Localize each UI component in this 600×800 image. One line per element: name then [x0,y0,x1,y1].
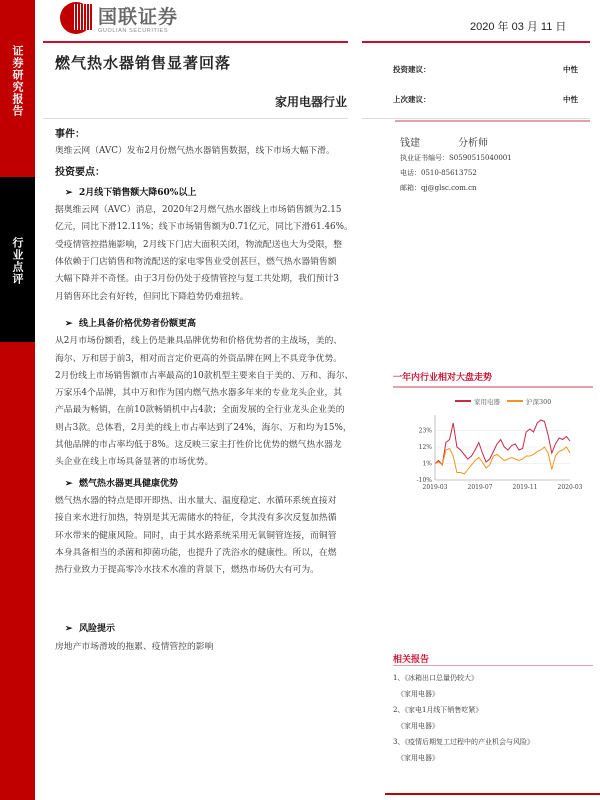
company-logo [60,2,200,38]
divider [43,41,348,43]
analyst-info [400,136,512,196]
logo-text-cn: 国联证券 [98,6,179,28]
logo-text-en: GUOLIAN SECURITIES [98,28,169,34]
section-title: 2月线下销售额大降60%以上 [79,187,197,198]
divider [43,118,348,119]
chart-title: 一年内行业相对大盘走势 [393,373,493,383]
analyst-email[interactable]: 邮箱：qj@glsc.com.cn [400,184,477,192]
paragraph-line: 万家乐4个品牌，其中万和作为国内燃气热水器多年来的专业龙头企业，其 [55,388,343,399]
divider [393,665,593,666]
divider [395,120,590,122]
paragraph-line: 其他品牌的市占率均低于8%。这反映三家主打性价比优势的燃气热水器龙 [55,440,342,451]
paragraph-line: 产品最为畅销，在前10款畅销机中占4款；全面发展的全行业龙头企业美的 [55,405,345,416]
paragraph-line: 本身具备相当的杀菌和抑菌功能，也提升了洗浴水的健康性。所以，在燃 [55,547,337,558]
bullet-arrow-icon: ➢ [65,187,73,198]
main-body [55,126,380,656]
related-reports-title: 相关报告 [393,655,430,665]
sidebar-red-band [0,0,35,800]
y-tick-label: -10% [416,477,432,484]
rating-value: 中性 [563,95,578,104]
paragraph-line: 受疫情管控措施影响，2月线下门店大面积关闭，物流配送也大为受限，整 [55,239,343,250]
paragraph-line: 体依赖于门店销售和物流配送的家电零售业受创甚巨，燃气热水器销售额 [55,257,337,268]
related-report-category: 《家用电器》 [397,754,439,762]
series-line-沪深300 [435,447,570,474]
x-tick-label: 2020-03 [557,484,583,491]
sidebar-black-band [0,177,35,342]
divider [362,41,590,43]
divider [362,118,590,119]
section-heading [55,316,380,333]
legend-label: 家用电器 [474,398,500,406]
section-heading [55,621,380,638]
sidebar-category: 行业点评 [11,237,24,285]
related-report-link[interactable]: 1、《冰箱出口总量仍较大》 [393,674,478,682]
section-heading [55,185,380,202]
analyst-name: 钱建 [400,138,420,149]
section-title: 线上具备价格优势者份额更高 [79,318,197,329]
y-tick-label: 23% [418,427,432,435]
paragraph-line: 大幅下降并不奇怪。由于3月份仍处于疫情管控与复工共处期，我们预计3 [55,274,339,285]
x-tick-label: 2019-07 [467,484,493,491]
analyst-cert: 执业证书编号：S0590515040001 [400,154,512,162]
bullet-arrow-icon: ➢ [65,624,73,635]
paragraph-line: 亿元，同比下滑12.11%；线下市场销售额为0.71亿元，同比下滑61.46%。 [55,222,353,233]
analyst-phone: 电话：0510-85613752 [400,169,477,177]
paragraph-line: 房地产市场滑坡的拖累、疫情管控的影响 [55,641,214,652]
paragraph-line: 接自来水进行加热，特别是其无需储水的特征，令其没有多次反复加热循 [55,513,337,524]
y-tick-label: 1% [422,460,432,468]
paragraph-line: 据奥维云网（AVC）消息，2020年2月燃气热水器线上市场销售额为2.15 [55,205,342,216]
paragraph-line: 海尔、万和居于前3，相对而言定价更高的外资品牌在网上不具竞争优势。 [55,353,343,364]
paragraph-line: 燃气热水器的特点是即开即热、出水量大、温度稳定、水循环系统直接对 [55,495,337,506]
paragraph-line: 则占3款。总体看，2月美的线上市占率达到了24%，海尔、万和均为15%， [55,422,352,433]
section-title: 燃气热水器更具健康优势 [79,478,179,489]
paragraph-line: 环水带来的健康风险。同时，由于其水路系统采用无氧铜管连接，而铜管 [55,530,337,541]
analyst-role: 分析师 [458,138,488,149]
report-title: 燃气热水器销售显著回落 [55,54,232,72]
bullet-arrow-icon: ➢ [65,318,73,329]
related-report-link[interactable]: 2、《家电1月线下销售吃紧》 [393,706,483,714]
section-heading [55,476,380,493]
event-text: 奥维云网（AVC）发布2月份燃气热水器销售数据，线下市场大幅下滑。 [55,146,335,157]
section-title: 风险提示 [79,624,116,635]
related-report-category: 《家用电器》 [397,690,439,698]
x-tick-label: 2019-03 [422,484,448,491]
rating-value: 中性 [563,65,578,74]
points-heading: 投资要点： [55,166,105,178]
related-report-link[interactable]: 3、《疫情后期复工过程中的产业机会与风险》 [393,738,534,746]
paragraph-line: 头企业在线上市场具备显著的市场优势。 [55,457,214,468]
industry-label: 家用电器行业 [274,95,347,109]
paragraph-line: 2月份线上市场销售额市占率最高的10款机型主要来自于美的、万和、海尔、 [55,370,354,381]
divider [393,386,593,388]
paragraph-line: 热行业致力于提高零冷水技术水准的背景下，燃热市场仍大有可为。 [55,565,319,576]
relative-performance-chart [385,390,600,495]
report-date: 2020 年 03 月 11 日 [470,21,567,33]
paragraph-line: 从2月市场份额看，线上仍是兼具品牌优势和价格优势者的主战场，美的、 [55,336,343,347]
related-reports-list [393,670,534,766]
x-tick-label: 2019-11 [512,484,538,491]
sidebar-report-type: 证券研究报告 [11,45,24,117]
y-tick-label: 12% [418,444,432,451]
footer-line [385,793,600,795]
rating-label: 投资建议： [393,65,431,74]
legend-label: 沪深300 [526,398,552,406]
event-heading: 事件： [55,129,85,140]
rating-label: 上次建议： [393,95,431,104]
related-report-category: 《家用电器》 [397,722,439,730]
bullet-arrow-icon: ➢ [65,478,73,489]
paragraph-line: 月销售环比会有好转，但同比下降趋势仍难扭转。 [55,291,249,302]
